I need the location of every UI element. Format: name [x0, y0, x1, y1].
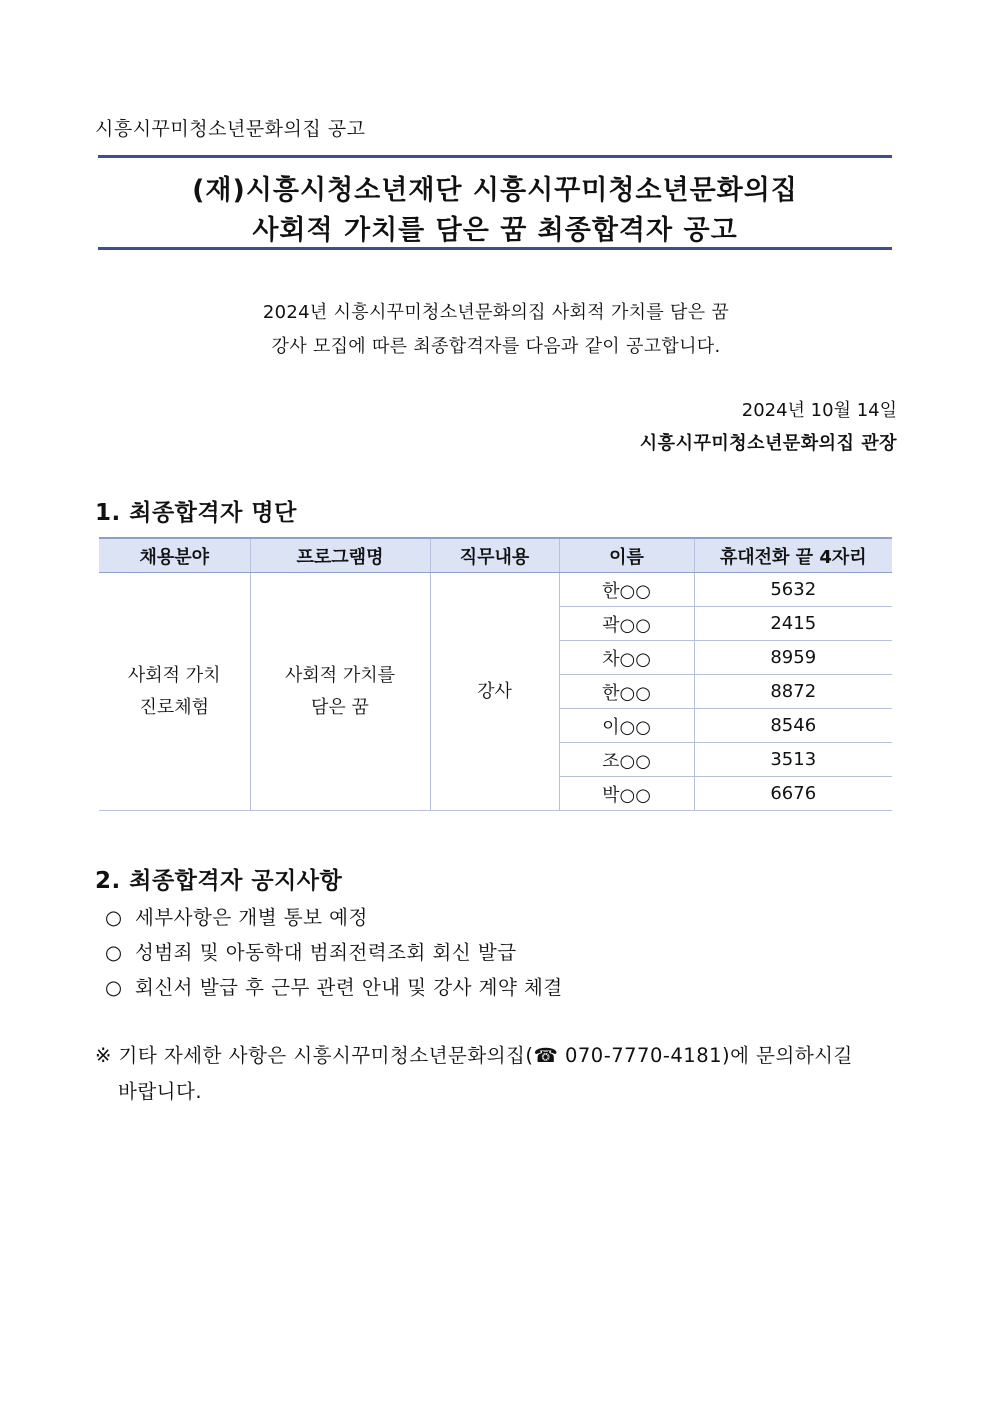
- field-line-1: 사회적 가치: [127, 664, 221, 686]
- notice-item-text: 회신서 발급 후 근무 관련 안내 및 강사 계약 체결: [135, 976, 563, 999]
- title-line-1: (재)시흥시청소년재단 시흥시꾸미청소년문화의집: [192, 175, 798, 206]
- final-candidates-table: [99, 537, 892, 811]
- table-header-row: [99, 538, 892, 573]
- table-row: [99, 573, 892, 607]
- notice-item-text: 성범죄 및 아동학대 범죄전력조회 회신 발급: [135, 941, 517, 964]
- circle-bullet-icon: ○: [105, 976, 123, 999]
- notice-date: 2024년 10월 14일: [741, 400, 897, 421]
- section-1-title: 1. 최종합격자 명단: [95, 500, 297, 526]
- notice-header-label: 시흥시꾸미청소년문화의집 공고: [95, 118, 366, 140]
- circle-bullet-icon: ○: [105, 906, 123, 929]
- footnote-line-1: ※ 기타 자세한 사항은 시흥시꾸미청소년문화의집(☎ 070-7770-4181)에 문의하시길: [95, 1044, 853, 1067]
- footnote-line-2: 바랍니다.: [118, 1080, 203, 1103]
- signer: 시흥시꾸미청소년문화의집 관장: [639, 433, 897, 454]
- name-cell: 한○○: [559, 573, 694, 607]
- program-line-1: 사회적 가치를: [284, 664, 396, 686]
- header-phone: 휴대전화 끝 4자리: [694, 538, 892, 573]
- phone-cell: 8872: [694, 675, 892, 709]
- notice-item: [105, 972, 563, 1000]
- phone-cell: 8546: [694, 709, 892, 743]
- name-cell: 곽○○: [559, 607, 694, 641]
- header-duty: 직무내용: [430, 538, 559, 573]
- name-cell: 조○○: [559, 743, 694, 777]
- title-box: [98, 155, 892, 250]
- field-line-2: 진로체험: [139, 696, 210, 718]
- notice-item: [105, 937, 517, 965]
- intro-line-2: 강사 모집에 따른 최종합격자를 다음과 같이 공고합니다.: [271, 336, 721, 357]
- name-cell: 이○○: [559, 709, 694, 743]
- notice-item-text: 세부사항은 개별 통보 예정: [135, 906, 368, 929]
- phone-cell: 5632: [694, 573, 892, 607]
- notice-item: [105, 902, 368, 930]
- circle-bullet-icon: ○: [105, 941, 123, 964]
- header-field: 채용분야: [99, 538, 250, 573]
- program-line-2: 담은 꿈: [311, 696, 369, 718]
- program-cell: [250, 573, 430, 811]
- name-cell: 한○○: [559, 675, 694, 709]
- intro-line-1: 2024년 시흥시꾸미청소년문화의집 사회적 가치를 담은 꿈: [262, 302, 730, 323]
- phone-cell: 6676: [694, 777, 892, 811]
- phone-cell: 8959: [694, 641, 892, 675]
- name-cell: 차○○: [559, 641, 694, 675]
- header-program: 프로그램명: [250, 538, 430, 573]
- duty-cell: 강사: [430, 573, 559, 811]
- header-name: 이름: [559, 538, 694, 573]
- phone-cell: 3513: [694, 743, 892, 777]
- name-cell: 박○○: [559, 777, 694, 811]
- title-line-2: 사회적 가치를 담은 꿈 최종합격자 공고: [252, 215, 738, 246]
- field-cell: [99, 573, 250, 811]
- section-2-title: 2. 최종합격자 공지사항: [95, 868, 343, 894]
- phone-cell: 2415: [694, 607, 892, 641]
